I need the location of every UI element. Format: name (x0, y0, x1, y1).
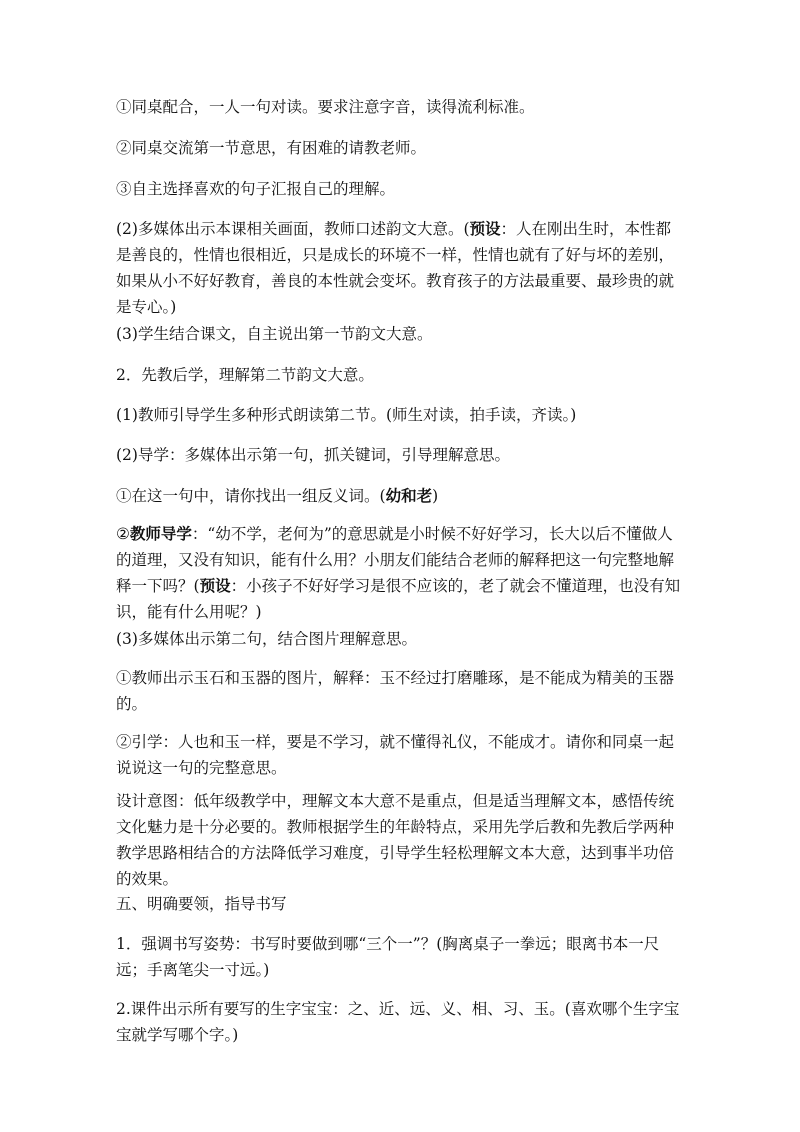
choose-character-note: 喜欢哪个生字宝宝就学写哪个字。 (116, 1000, 680, 1044)
text-run: 2.课件出示所有要写的生字宝宝：之、近、远、义、相、习、玉。( (116, 1000, 571, 1018)
text-run: ② (116, 525, 130, 543)
paragraph-reading-forms (116, 402, 686, 428)
paragraph-jade-pictures: ①教师出示玉石和玉器的图片，解释：玉不经过打磨雕琢，是不能成为精美的玉器的。 (116, 669, 675, 713)
paragraph-design-intent: 设计意图：低年级教学中，理解文本大意不是重点，但是适当理解文本，感悟传统文化魅力是十分必要的。教师根据学生的年龄特点，采用先学后教和先教后学两种教学思路相结合的方法降低学习难度，引导学生轻松理解文本大意，达到事半功倍的效果。 (116, 792, 675, 888)
paragraph-teacher-guidance (116, 521, 686, 625)
text-run: ①在这一句中，请你找出一组反义词。( (116, 487, 386, 505)
text-run: ：人在刚出生时，本性都是善良的，性情也很相近，只是成长的环境不一样，性情也就有了好与坏的差别，如果从小不好好教育，善良的本性就会变坏。教育孩子的方法最重要、最珍贵的就是专心。) (116, 220, 675, 316)
posture-rules: 胸离桌子一拳远；眼离书本一尺远；手离笔尖一寸远。 (116, 935, 660, 979)
paragraph-characters-to-write (116, 996, 686, 1048)
text-run: (2)多媒体出示本课相关画面，教师口述韵文大意。( (116, 220, 470, 238)
preset-label: 预设 (469, 219, 501, 238)
paragraph-writing-posture (116, 931, 686, 983)
paragraph-antonyms (116, 483, 686, 509)
guided-learning-label: 导学 (137, 446, 169, 464)
text-run: ) (232, 1026, 239, 1044)
text-run: ：小孩子不好好学习是很不应该的，老了就会不懂道理，也没有知识，能有什么用呢？) (116, 577, 681, 621)
paragraph-report-understanding: ③自主选择喜欢的句子汇报自己的理解。 (116, 180, 396, 198)
text-run: (2) (116, 446, 138, 464)
antonym-answer: 幼和老 (385, 486, 433, 505)
paragraph-guided-learning (116, 442, 686, 468)
paragraph-multimedia-overview (116, 216, 686, 320)
paragraph-second-sentence: (3)多媒体出示第二句，结合图片理解意思。 (116, 630, 417, 648)
paragraph-exchange-meaning: ②同桌交流第一节意思，有困难的请教老师。 (116, 139, 427, 157)
text-run: ：“幼不学，老何为”的意思就是小时候不好好学习，长大以后不懂做人的道理，又没有知识，能有什么用？小朋友们能结合老师的解释把这一句完整地解释一下吗？( (116, 525, 675, 595)
teacher-guidance-label: 教师导学 (129, 524, 192, 543)
text-run: ) (570, 406, 577, 424)
paragraph-students-summarize: (3)学生结合课文，自主说出第一节韵文大意。 (116, 325, 433, 343)
text-run: ) (263, 961, 270, 979)
text-run: 1．强调书写姿势：书写时要做到哪“三个一”？( (116, 935, 443, 953)
paragraph-section-two-heading: 2．先教后学，理解第二节韵文大意。 (116, 366, 374, 384)
preset-label: 预设 (199, 576, 231, 595)
paragraph-guided-jade: ②引学：人也和玉一样，要是不学习，就不懂得礼仪，不能成才。请你和同桌一起说说这一句的完整意思。 (116, 733, 675, 777)
text-run: ：多媒体出示第一句，抓关键词，引导理解意思。 (168, 446, 510, 464)
paragraph-partner-reading: ①同桌配合，一人一句对读。要求注意字音，读得流利标准。 (116, 98, 535, 116)
section-heading-writing: 五、明确要领，指导书写 (116, 895, 287, 913)
text-run: (1)教师引导学生多种形式朗读第二节。( (116, 406, 393, 424)
text-run: ) (432, 487, 439, 505)
reading-forms-emphasis: 师生对读，拍手读，齐读。 (392, 406, 571, 424)
